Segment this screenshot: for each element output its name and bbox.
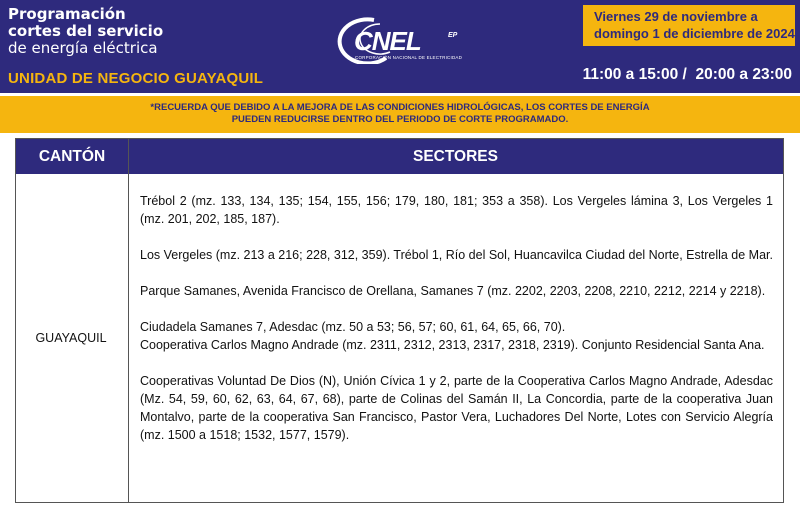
page-title <box>8 6 163 57</box>
header-banner <box>0 0 800 93</box>
logo-subtitle: CORPORACIÓN NACIONAL DE ELECTRICIDAD <box>355 55 463 60</box>
date-line-2: domingo 1 de diciembre de 2024 <box>594 26 795 41</box>
notice-line-2: PUEDEN REDUCIRSE DENTRO DEL PERIODO DE CORTE PROGRAMADO. <box>231 114 569 125</box>
title-line-1: Programación <box>8 5 126 23</box>
notice-line-1: *RECUERDA QUE DEBIDO A LA MEJORA DE LAS CONDICIONES HIDROLÓGICAS, LOS CORTES DE ENERGÍA <box>150 102 650 113</box>
column-divider <box>128 174 129 502</box>
business-unit: UNIDAD DE NEGOCIO GUAYAQUIL <box>8 70 264 87</box>
logo-suffix: EP <box>448 32 458 39</box>
notice-banner <box>0 96 800 133</box>
sector-group: Los Vergeles (mz. 213 a 216; 228, 312, 359). Trébol 1, Río del Sol, Huancavilca Ciudad del Norte, Estrella de Mar. <box>140 248 773 262</box>
table-header <box>16 139 783 174</box>
canton-cell: GUAYAQUIL <box>35 331 107 345</box>
sector-group: Cooperativas Voluntad De Dios (N), Unión Cívica 1 y 2, parte de la Cooperativa Carlos Magno Andrade, Adesdac (Mz. 54, 59, 60, 62, 63, 64, 67, 68), parte de Colinas del Samán II, La Concordia, parte de la cooperativa Juan Montalvo, parte de la cooperativa San Francisco, Pastor Vera, Luchadores Del Norte, Lotes con Servicio Alegría (mz. 1500 a 1518; 1532, 1577, 1579). <box>140 374 773 442</box>
sector-group: Trébol 2 (mz. 133, 134, 135; 154, 155, 156; 179, 180, 181; 353 a 358). Los Vergeles lámina 3, Los Vergeles 1 (mz. 201, 202, 185, 187). <box>140 194 773 226</box>
sector-group: Cooperativa Carlos Magno Andrade (mz. 2311, 2312, 2313, 2317, 2318, 2319). Conjunto Residencial Santa Ana. <box>140 338 765 352</box>
column-header-canton: CANTÓN <box>38 148 106 165</box>
title-line-2: cortes del servicio <box>8 22 164 40</box>
date-range-box <box>583 5 795 46</box>
date-line-1: Viernes 29 de noviembre a <box>594 9 758 24</box>
sector-group: Ciudadela Samanes 7, Adesdac (mz. 50 a 53; 56, 57; 60, 61, 64, 65, 66, 70). <box>140 320 566 334</box>
logo-wordmark: CNEL <box>354 26 421 56</box>
column-header-sectores: SECTORES <box>413 148 498 165</box>
sectors-cell <box>140 192 773 444</box>
title-line-3: de energía eléctrica <box>8 39 158 57</box>
outage-table <box>15 138 784 503</box>
outage-hours: 11:00 a 15:00 / 20:00 a 23:00 <box>582 66 792 83</box>
sector-group: Parque Samanes, Avenida Francisco de Orellana, Samanes 7 (mz. 2202, 2203, 2208, 2210, 2212, 2214 y 2218). <box>140 284 766 298</box>
